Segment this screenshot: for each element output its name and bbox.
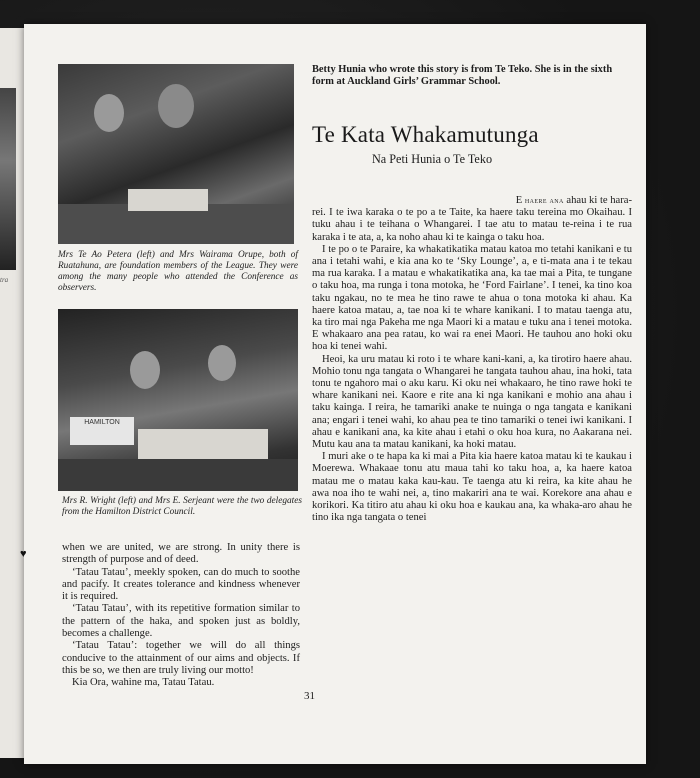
left-paragraph: ‘Tatau Tatau’, with its repetitive formation similar to the pattern of the haka, and spoken just as boldly, becomes a challenge.	[62, 603, 300, 640]
article-intro: Betty Hunia who wrote this story is from Te Teko. She is in the sixth form at Auckland Girls’ Grammar School.	[312, 64, 613, 87]
photo-name-sign: HAMILTON	[70, 417, 134, 445]
left-paragraph: Kia Ora, wahine ma, Tatau Tatau.	[72, 677, 215, 689]
page-number: 31	[304, 690, 315, 702]
article-body	[312, 194, 632, 524]
left-paragraph: ‘Tatau Tatau’, meekly spoken, can do much to soothe and pacify. It creates tolerance and kindness whenever it is required.	[62, 566, 300, 603]
binding-mark-icon: ♥	[20, 548, 27, 560]
article-lead-in	[312, 194, 632, 207]
photo-face	[94, 94, 124, 132]
photo-papers	[128, 189, 208, 211]
lead-small-caps: haere ana	[524, 195, 564, 205]
left-paragraph: when we are united, we are strong. In unity there is strength of purpose and of deed.	[62, 542, 300, 566]
article-paragraph: Heoi, ka uru matau ki roto i te whare kani-kani, a, ka tirotiro haere ahau. Mohio tonu nga tangata o Whangarei he tangata tauhou ahau, ina hoki, tata tonu te ngahoro mai o aku karu. Ki oku nei whakaaro, he tino rawe hoki te whare kanikani nei. Kaore e rite ana ki nga kanikani e mohio ana ahau i taku kainga. I reira, he tamariki anake te nuinga o nga tangata e kanikani ana; engari i tenei wahi, ko ahau pea te tino tamariki o tenei iwi kanikani. I ahau e kanikani ana, ka kite ahau i etahi o oku hoa kura, no Aakarana nei. Mutu kau ana ta matau kanikani, ka hoki matau.	[312, 353, 632, 451]
left-column-text	[62, 542, 300, 690]
lead-drop-letter: E	[515, 195, 523, 206]
article-byline: Na Peti Hunia o Te Teko	[372, 152, 493, 166]
previous-page-photo	[0, 88, 16, 270]
photo-face	[158, 84, 194, 128]
photo2-caption: Mrs R. Wright (left) and Mrs E. Serjeant were the two delegates from the Hamilton District Council.	[62, 496, 302, 517]
previous-page-edge	[0, 28, 24, 758]
photo-ruatahuna-women	[58, 64, 294, 244]
photo-face	[130, 351, 160, 389]
magazine-page	[24, 24, 646, 764]
article-paragraph: rei. I te iwa karaka o te po a te Taite, ka haere taku tereina mo Okaihau. I tuku ahau i te teihana o Whangarei. I tae atu to matau te-reina i te rua karaka i te ata, a, ka noho ahau ki te kainga o taku hoa.	[312, 207, 632, 243]
photo-table	[58, 459, 298, 491]
photo-face	[208, 345, 236, 381]
lead-rest: ahau ki te hara-	[563, 195, 632, 206]
article-paragraph: I muri ake o te hapa ka ki mai a Pita kia haere katoa matau ki te kaukau i Moerewa. Whakaae tonu atu maua tahi ko taku hoa, a, ka haere katoa matau me o matau kaka kau-kau. Te taenga atu ki reira, ka kite ahau he awa noa iho te wahi nei, a, tino makariri ana te wai. Korekore ana ahau e korikori. Ka titiro atu ahau ki oku hoa e kaukau ana, ka whaka-aro ahau he tino ika nga tangata o tenei	[312, 451, 632, 524]
left-paragraph: ‘Tatau Tatau’: together we will do all things conducive to the attainment of our aims and objects. If this be so, we then are truly living our motto!	[62, 640, 300, 676]
photo-hamilton-delegates	[58, 309, 298, 491]
article-title: Te Kata Whakamutunga	[312, 122, 539, 147]
photo1-caption: Mrs Te Ao Petera (left) and Mrs Wairama Orupe, both of Ruatahuna, are foundation members of the League. They were among the many people who attended the Conference as observers.	[58, 250, 298, 293]
photo-papers	[138, 429, 268, 459]
article-paragraph: I te po o te Paraire, ka whakatikatika matau katoa mo tetahi kanikani e tu ana i tetahi wahi, e kia ana ko te ‘Sky Lounge’, a, e ti-mata ana i te tekau ma rua karaka. I a matau e whakatikatika ana, ka tae mai a Pita, te tungane o taku hoa, ma runga i tona motoka, he ‘Ford Fairlane’. I tenei, ka tino koa taku ngakau, no te mea he tino rawe te ahua o tona motoka ki ahau. Ka haere katoa matau, a, tae noa ki te whare kanikani. I to matau taenga atu, ka tiro mai nga Pakeha me nga Maori ki a matau e tuku ana i tenei motoka. E whakaaro ana pea ratau, ko wai ra enei Maori. He tauhou ano hoki oku hoa ki tenei wahi.	[312, 243, 632, 353]
previous-page-text: tra	[0, 276, 9, 284]
